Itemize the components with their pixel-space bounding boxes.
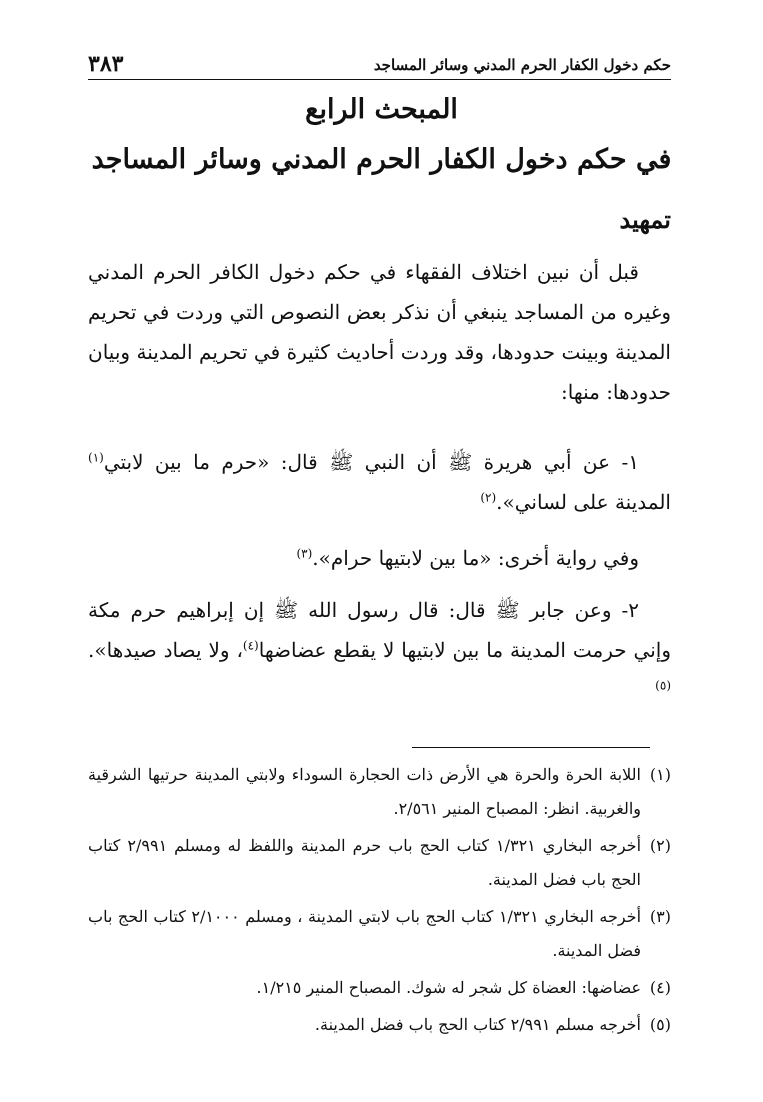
footnotes xyxy=(88,758,671,1045)
footnote-number: (١) xyxy=(649,765,671,784)
footnote xyxy=(88,758,671,826)
footnote-ref-5: (٥) xyxy=(655,678,671,693)
page-number: ٣٨٣ xyxy=(88,51,124,77)
footnote-number: (٣) xyxy=(649,907,671,926)
hadith-2-text-end: ، ولا يصاد صيدها». xyxy=(88,638,243,662)
running-title: حكم دخول الكفار الحرم المدني وسائر المساجد xyxy=(373,56,671,74)
footnote-ref-4: (٤) xyxy=(242,638,259,653)
page-header xyxy=(88,50,671,76)
footnote-text: أخرجه البخاري ١/٣٢١ كتاب الحج باب حرم المدينة واللفظ له ومسلم ٢/٩٩١ كتاب الحج باب فضل المدينة. xyxy=(88,836,642,889)
footnote xyxy=(88,1008,671,1042)
footnote-ref-2: (٢) xyxy=(480,490,497,505)
footnote-number: (٤) xyxy=(649,978,671,997)
footnote-text: أخرجه مسلم ٢/٩٩١ كتاب الحج باب فضل المدينة. xyxy=(314,1015,641,1034)
intro-text: قبل أن نبين اختلاف الفقهاء في حكم دخول الكافر الحرم المدني وغيره من المساجد ينبغي أن نذكر بعض النصوص التي وردت في تحريم المدينة وبينت حدودها، وقد وردت أحاديث كثيرة في تحريم المدينة وبيان حدودها: منها: xyxy=(88,260,671,404)
hadith-1-text-start: ١- عن أبي هريرة ﷺ أن النبي ﷺ قال: «حرم ما بين لابتي xyxy=(103,450,639,474)
header-rule xyxy=(88,79,671,80)
footnote xyxy=(88,829,671,897)
footnote-ref-1: (١) xyxy=(88,450,104,465)
hadith-1-alt-paragraph xyxy=(88,538,671,578)
footnote-number: (٥) xyxy=(649,1015,671,1034)
footnote-text: اللابة الحرة والحرة هي الأرض ذات الحجارة السوداء ولابتي المدينة حرتيها الشرقية والغربية. انظر: المصباح المنير ٢/٥٦١. xyxy=(88,765,641,818)
footnote-text: عضاضها: العضاة كل شجر له شوك. المصباح المنير ١/٢١٥. xyxy=(256,978,641,997)
footnote-separator xyxy=(412,747,650,748)
footnote xyxy=(88,971,671,1005)
subheading: تمهيد xyxy=(619,205,671,234)
hadith-1-alt-text: وفي رواية أخرى: «ما بين لابتيها حرام». xyxy=(312,546,639,570)
footnote-text: أخرجه البخاري ١/٣٢١ كتاب الحج باب لابتي المدينة ، ومسلم ٢/١٠٠٠ كتاب الحج باب فضل المدينة. xyxy=(88,907,642,960)
hadith-1-text-end: المدينة على لساني». xyxy=(496,490,671,514)
intro-paragraph xyxy=(88,252,671,412)
hadith-2-paragraph xyxy=(88,590,671,710)
footnote xyxy=(88,900,671,968)
section-title: في حكم دخول الكفار الحرم المدني وسائر المساجد xyxy=(91,144,672,175)
hadith-1-paragraph xyxy=(88,442,671,522)
hadith-2-text-start: ٢- وعن جابر ﷺ قال: قال رسول الله ﷺ إن إبراهيم حرم مكة وإني حرمت المدينة ما بين لابتيها لا يقطع عضاضها xyxy=(88,598,671,662)
footnote-number: (٢) xyxy=(649,836,671,855)
section-heading: المبحث الرابع xyxy=(305,94,458,125)
footnote-ref-3: (٣) xyxy=(296,546,313,561)
